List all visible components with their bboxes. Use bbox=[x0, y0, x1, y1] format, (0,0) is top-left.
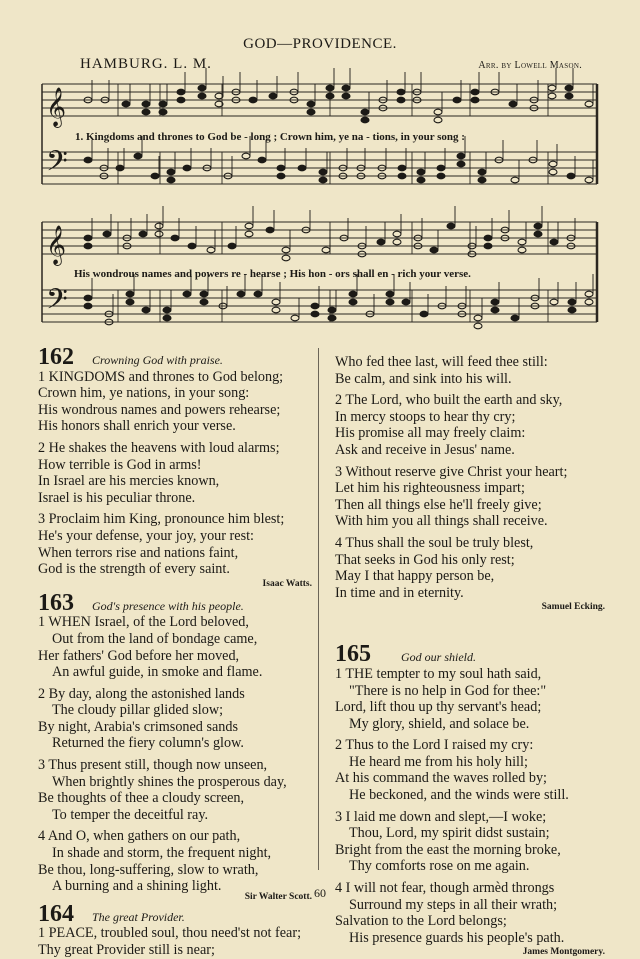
note-head bbox=[509, 101, 517, 107]
note-head bbox=[326, 85, 334, 91]
note-head bbox=[437, 165, 445, 171]
hymn-165 bbox=[335, 643, 605, 958]
note-head bbox=[386, 299, 394, 305]
verse-line: "There is no help in God for thee:" bbox=[349, 682, 547, 699]
note-head bbox=[397, 97, 405, 103]
verse-line: 2 By day, along the astonished lands bbox=[38, 685, 245, 702]
note-head bbox=[322, 247, 330, 253]
verse-line: With him you all things shall receive. bbox=[335, 513, 548, 530]
note-head bbox=[254, 291, 262, 297]
clef-icon: 𝄢 bbox=[46, 283, 68, 323]
note-head bbox=[266, 227, 274, 233]
verse-line: 2 He shakes the heavens with loud alarms; bbox=[38, 439, 280, 456]
note-head bbox=[155, 231, 163, 237]
verse-line: Thou, Lord, my spirit didst sustain; bbox=[349, 825, 550, 842]
note-head bbox=[585, 299, 593, 305]
note-head bbox=[585, 101, 593, 107]
note-head bbox=[393, 239, 401, 245]
note-head bbox=[298, 165, 306, 171]
note-head bbox=[434, 117, 442, 123]
note-head bbox=[272, 307, 280, 313]
verse-line: Her fathers' God before her moved, bbox=[38, 647, 240, 664]
hymn-title: Crowning God with praise. bbox=[92, 353, 223, 367]
note-head bbox=[361, 109, 369, 115]
note-head bbox=[319, 177, 327, 183]
verse-line: 1 KINGDOMS and thrones to God belong; bbox=[38, 368, 284, 385]
note-head bbox=[200, 291, 208, 297]
note-head bbox=[84, 243, 92, 249]
note-head bbox=[430, 247, 438, 253]
note-head bbox=[319, 169, 327, 175]
hymn-text bbox=[335, 666, 605, 947]
verse-line: Surround my steps in all their wrath; bbox=[349, 896, 558, 913]
column-divider bbox=[318, 348, 319, 870]
note-head bbox=[245, 231, 253, 237]
note-head bbox=[511, 315, 519, 321]
note-head bbox=[326, 93, 334, 99]
verse-line: The cloudy pillar glided slow; bbox=[52, 702, 224, 719]
verse-line: Be thou, long-suffering, slow to wrath, bbox=[38, 861, 259, 878]
note-head bbox=[84, 157, 92, 163]
verse-line: When terrors rise and nations faint, bbox=[38, 544, 239, 561]
hymn-text bbox=[38, 925, 312, 958]
note-head bbox=[550, 299, 558, 305]
verse-line: 1 THE tempter to my soul hath said, bbox=[335, 665, 542, 682]
note-head bbox=[311, 303, 319, 309]
note-head bbox=[272, 299, 280, 305]
note-head bbox=[568, 299, 576, 305]
note-head bbox=[361, 117, 369, 123]
note-head bbox=[84, 235, 92, 241]
right-column bbox=[335, 354, 605, 958]
verse-line: His promise all may freely claim: bbox=[335, 425, 526, 442]
verse-line: In time and in eternity. bbox=[335, 584, 464, 601]
note-head bbox=[518, 247, 526, 253]
verse-line: 2 Thus to the Lord I raised my cry: bbox=[335, 737, 534, 754]
verse-line: To temper the deceitful ray. bbox=[52, 806, 209, 823]
verse-line: He beckoned, and the winds were still. bbox=[349, 787, 569, 804]
note-head bbox=[242, 153, 250, 159]
note-head bbox=[103, 231, 111, 237]
verse-line: My glory, shield, and solace be. bbox=[349, 715, 530, 732]
verse-line: 4 Thus shall the soul be truly blest, bbox=[335, 534, 534, 551]
verse-line: His honors shall enrich your verse. bbox=[38, 418, 236, 435]
note-head bbox=[567, 173, 575, 179]
verse-line: His wondrous names and powers rehearse; bbox=[38, 401, 281, 418]
note-head bbox=[478, 177, 486, 183]
verse-line: May I that happy person be, bbox=[335, 568, 495, 585]
note-head bbox=[549, 169, 557, 175]
note-head bbox=[84, 295, 92, 301]
hymn-title: God's presence with his people. bbox=[92, 598, 244, 613]
clef-icon: 𝄞 bbox=[46, 225, 67, 265]
verse-line: Let him his righteousness impart; bbox=[335, 480, 525, 497]
note-head bbox=[249, 97, 257, 103]
verse-line: His presence guards his people's path. bbox=[349, 929, 565, 946]
note-head bbox=[471, 89, 479, 95]
note-head bbox=[258, 157, 266, 163]
note-head bbox=[417, 169, 425, 175]
note-head bbox=[565, 85, 573, 91]
note-head bbox=[139, 231, 147, 237]
note-head bbox=[437, 173, 445, 179]
verse-line: 3 Without reserve give Christ your heart; bbox=[335, 463, 568, 480]
verse-line: Be calm, and sink into his will. bbox=[335, 370, 512, 387]
arranger-credit: Arr. by Lowell Mason. bbox=[478, 60, 582, 71]
note-head bbox=[245, 223, 253, 229]
hymn-header bbox=[38, 346, 312, 369]
verse-line: In Israel are his mercies known, bbox=[38, 473, 220, 490]
verse-line: Thy great Provider still is near; bbox=[38, 942, 215, 958]
note-head bbox=[398, 165, 406, 171]
note-head bbox=[188, 243, 196, 249]
verse-line: Be thoughts of thee a cloudy screen, bbox=[38, 790, 245, 807]
note-head bbox=[198, 85, 206, 91]
note-head bbox=[349, 299, 357, 305]
note-head bbox=[291, 315, 299, 321]
note-head bbox=[328, 307, 336, 313]
note-head bbox=[167, 177, 175, 183]
note-head bbox=[277, 165, 285, 171]
verse-line: 3 Proclaim him King, pronounce him blest; bbox=[38, 511, 285, 528]
note-head bbox=[282, 255, 290, 261]
note-head bbox=[177, 89, 185, 95]
note-head bbox=[474, 315, 482, 321]
hymn-text bbox=[38, 614, 312, 895]
verse-line: Crown him, ye nations, in your song: bbox=[38, 385, 250, 402]
note-head bbox=[434, 109, 442, 115]
hymn-author: Sir Walter Scott. bbox=[244, 891, 312, 902]
verse-line: Who fed thee last, will feed thee still: bbox=[335, 354, 548, 370]
verse-line: He's your defense, your joy, your rest: bbox=[38, 527, 254, 544]
verse-line: 1 WHEN Israel, of the Lord beloved, bbox=[38, 614, 249, 631]
note-head bbox=[142, 109, 150, 115]
note-head bbox=[417, 177, 425, 183]
verse-line: Thy comforts rose on me again. bbox=[349, 858, 530, 875]
verse-line: 4 And O, when gathers on our path, bbox=[38, 828, 241, 845]
note-head bbox=[177, 97, 185, 103]
hymn-header bbox=[335, 643, 605, 666]
note-head bbox=[420, 311, 428, 317]
hymn-title: The great Provider. bbox=[92, 909, 185, 924]
note-head bbox=[377, 239, 385, 245]
note-head bbox=[534, 231, 542, 237]
note-head bbox=[453, 97, 461, 103]
note-head bbox=[307, 109, 315, 115]
verse-line: Then all things else he'll freely give; bbox=[335, 496, 542, 513]
page-number: 60 bbox=[314, 886, 326, 900]
note-head bbox=[207, 247, 215, 253]
note-head bbox=[277, 173, 285, 179]
clef-icon: 𝄢 bbox=[46, 145, 68, 185]
lyric-line-2: His wondrous names and powers re - hearse ; His hon - ors shall en - rich your verse. bbox=[74, 268, 471, 280]
hymn-author: James Montgomery. bbox=[522, 947, 605, 958]
clef-icon: 𝄞 bbox=[46, 87, 67, 127]
verse-line: That seeks in God his only rest; bbox=[335, 551, 515, 568]
note-head bbox=[386, 291, 394, 297]
note-head bbox=[142, 307, 150, 313]
left-column bbox=[38, 346, 312, 959]
note-head bbox=[134, 153, 142, 159]
note-head bbox=[122, 101, 130, 107]
note-head bbox=[471, 97, 479, 103]
verse-line: 1 PEACE, troubled soul, thou need'st not fear; bbox=[38, 925, 302, 942]
note-head bbox=[484, 243, 492, 249]
verse-line: God is the strength of every saint. bbox=[38, 561, 230, 578]
note-head bbox=[342, 93, 350, 99]
verse-line: 3 Thus present still, though now unseen, bbox=[38, 757, 268, 774]
verse-line: Ask and receive in Jesus' name. bbox=[335, 441, 515, 458]
hymn-163 bbox=[38, 589, 312, 903]
note-head bbox=[155, 223, 163, 229]
note-head bbox=[126, 299, 134, 305]
note-head bbox=[159, 101, 167, 107]
verse-line: 2 The Lord, who built the earth and sky, bbox=[335, 392, 563, 409]
hymn-number: 163 bbox=[38, 589, 74, 616]
note-head bbox=[518, 239, 526, 245]
verse-line: Israel is his peculiar throne. bbox=[38, 489, 196, 506]
note-head bbox=[398, 173, 406, 179]
verse-line: An awful guide, in smoke and flame. bbox=[52, 664, 263, 681]
verse-line: Salvation to the Lord belongs; bbox=[335, 913, 507, 930]
note-head bbox=[548, 85, 556, 91]
note-head bbox=[183, 291, 191, 297]
hymn-164-continued bbox=[335, 354, 605, 601]
note-head bbox=[457, 153, 465, 159]
note-head bbox=[163, 315, 171, 321]
note-head bbox=[568, 307, 576, 313]
note-head bbox=[116, 165, 124, 171]
note-head bbox=[142, 101, 150, 107]
note-head bbox=[342, 85, 350, 91]
verse-line: Bright from the east the morning broke, bbox=[335, 841, 561, 858]
hymn-title: God our shield. bbox=[401, 650, 476, 665]
note-head bbox=[307, 101, 315, 107]
note-head bbox=[171, 235, 179, 241]
note-head bbox=[478, 169, 486, 175]
note-head bbox=[282, 247, 290, 253]
verse-line: In mercy stoops to hear thy cry; bbox=[335, 408, 516, 425]
note-head bbox=[585, 291, 593, 297]
note-head bbox=[159, 109, 167, 115]
verse-line: 4 I will not fear, though armèd throngs bbox=[335, 880, 555, 897]
hymn-text bbox=[38, 369, 312, 578]
verse-line: How terrible is God in arms! bbox=[38, 456, 202, 473]
verse-line: Lord, lift thou up thy servant's head; bbox=[335, 699, 542, 716]
note-head bbox=[349, 291, 357, 297]
note-head bbox=[534, 223, 542, 229]
hymn-number: 165 bbox=[335, 641, 371, 668]
note-head bbox=[491, 299, 499, 305]
note-head bbox=[200, 299, 208, 305]
note-head bbox=[163, 307, 171, 313]
hymn-header bbox=[38, 900, 312, 927]
note-head bbox=[228, 243, 236, 249]
note-head bbox=[447, 223, 455, 229]
note-head bbox=[328, 315, 336, 321]
verse-line: In shade and storm, the frequent night, bbox=[52, 845, 272, 862]
note-head bbox=[565, 93, 573, 99]
note-head bbox=[549, 161, 557, 167]
note-head bbox=[511, 177, 519, 183]
note-head bbox=[491, 307, 499, 313]
note-head bbox=[126, 291, 134, 297]
note-head bbox=[548, 93, 556, 99]
note-head bbox=[397, 89, 405, 95]
hymn-number: 162 bbox=[38, 344, 74, 370]
verse-line: 3 I laid me down and slept,—I woke; bbox=[335, 808, 547, 825]
verse-line: When brightly shines the prosperous day, bbox=[52, 773, 287, 790]
hymn-header bbox=[38, 589, 312, 616]
page-header: GOD—PROVIDENCE. bbox=[243, 36, 397, 52]
hymn-162 bbox=[38, 346, 312, 590]
music-score bbox=[0, 0, 640, 345]
note-head bbox=[311, 311, 319, 317]
note-head bbox=[167, 169, 175, 175]
verse-line: Returned the fiery column's glow. bbox=[52, 735, 244, 752]
tune-name: HAMBURG. L. M. bbox=[80, 56, 212, 72]
note-head bbox=[269, 93, 277, 99]
note-head bbox=[183, 165, 191, 171]
verse-line: He heard me from his holy hill; bbox=[349, 753, 528, 770]
note-head bbox=[237, 291, 245, 297]
note-head bbox=[457, 161, 465, 167]
lyric-line-1: 1. Kingdoms and thrones to God be - long ; Crown him, ye na - tions, in your song : bbox=[75, 131, 465, 143]
note-head bbox=[198, 93, 206, 99]
verse-line: By night, Arabia's crimsoned sands bbox=[38, 718, 238, 735]
hymn-number: 164 bbox=[38, 900, 74, 927]
note-head bbox=[474, 323, 482, 329]
note-head bbox=[393, 231, 401, 237]
note-head bbox=[484, 235, 492, 241]
verse-line: A burning and a shining light. bbox=[52, 878, 222, 895]
note-head bbox=[402, 299, 410, 305]
note-head bbox=[550, 239, 558, 245]
hymn-author: Samuel Ecking. bbox=[541, 602, 605, 613]
hymn-author: Isaac Watts. bbox=[262, 578, 312, 589]
verse-line: Out from the land of bondage came, bbox=[52, 630, 258, 647]
hymn-164 bbox=[38, 900, 312, 959]
note-head bbox=[151, 173, 159, 179]
note-head bbox=[585, 177, 593, 183]
note-head bbox=[84, 303, 92, 309]
verse-line: At his command the waves rolled by; bbox=[335, 770, 547, 787]
